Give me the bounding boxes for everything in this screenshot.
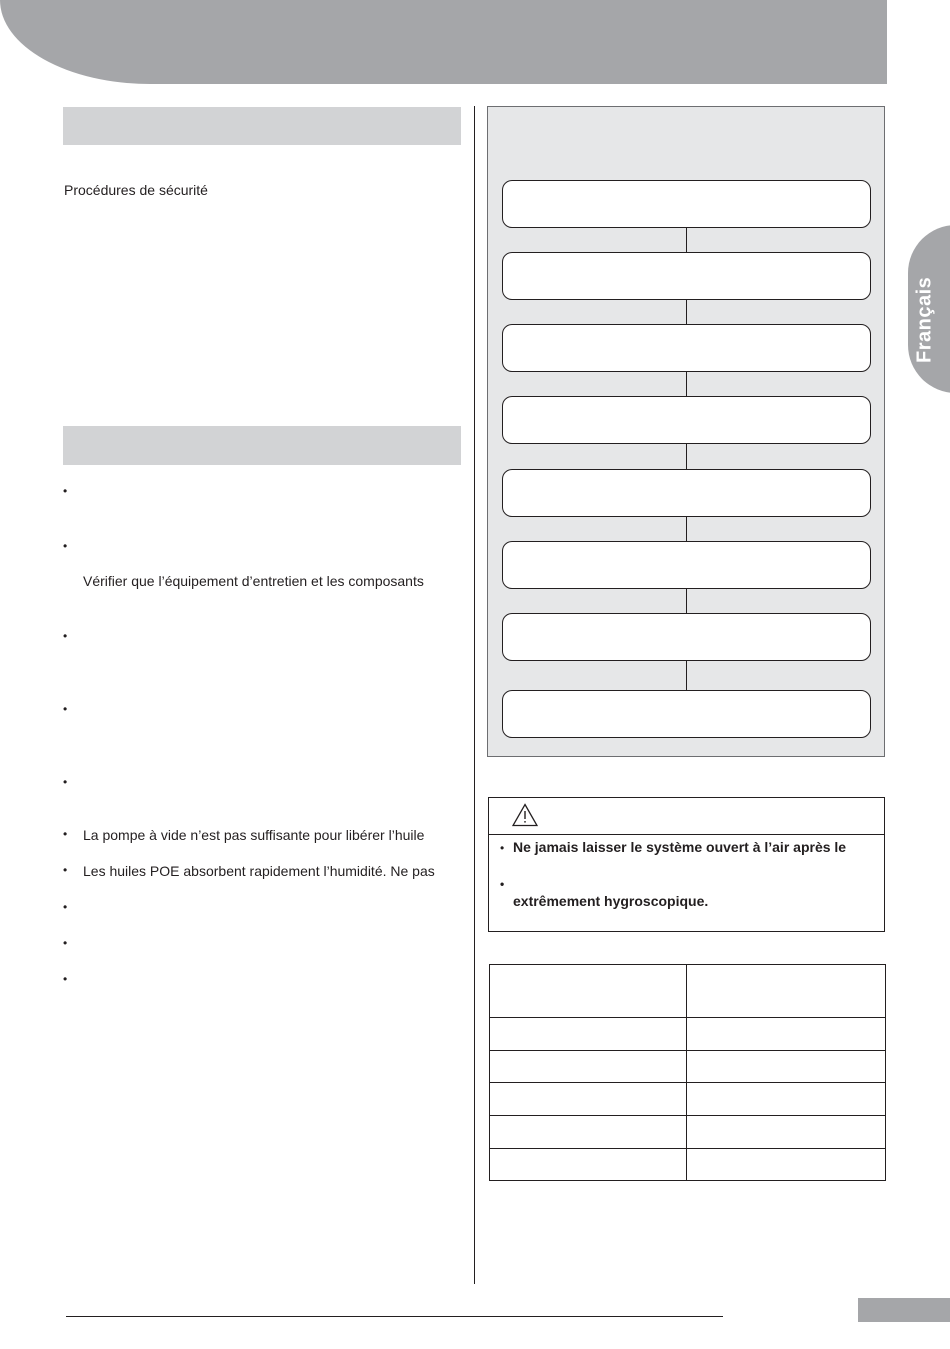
list-item: La pompe à vide n’est pas suffisante pour libérer l’huile — [83, 827, 425, 843]
list-item: Les huiles POE absorbent rapidement l’humidité. Ne pas — [83, 863, 435, 879]
header-band — [0, 0, 887, 84]
bullet-dot: • — [63, 900, 68, 914]
flowchart-step-7 — [502, 613, 871, 661]
flowchart-connector — [686, 228, 687, 252]
flowchart-step-1 — [502, 180, 871, 228]
warning-box — [488, 797, 885, 932]
flowchart-connector — [686, 517, 687, 541]
bullet-dot: • — [500, 877, 505, 891]
column-divider — [474, 106, 475, 1284]
warning-line-1: Ne jamais laisser le système ouvert à l’air après le — [513, 839, 847, 855]
warning-separator — [488, 834, 885, 835]
bullet-dot: • — [63, 827, 68, 841]
flowchart-step-4 — [502, 396, 871, 444]
flowchart-connector — [686, 444, 687, 469]
bullet-dot: • — [63, 775, 68, 789]
flowchart-connector — [686, 589, 687, 613]
page-number-tab — [858, 1298, 950, 1322]
section-heading-bar-1 — [63, 107, 461, 145]
bullet-dot: • — [63, 702, 68, 716]
flowchart-step-3 — [502, 324, 871, 372]
table-row-divider — [489, 1148, 886, 1149]
table-row-divider — [489, 1082, 886, 1083]
warning-triangle-icon — [512, 803, 538, 827]
footer-rule — [66, 1316, 723, 1317]
language-tab-label: Français — [913, 276, 936, 364]
flowchart-step-8 — [502, 690, 871, 738]
flowchart-connector — [686, 661, 687, 690]
bullet-dot: • — [63, 863, 68, 877]
table-row-divider — [489, 1050, 886, 1051]
flowchart-step-6 — [502, 541, 871, 589]
bullet-dot: • — [63, 484, 68, 498]
flowchart-connector — [686, 300, 687, 324]
table-row-divider — [489, 1017, 886, 1018]
flowchart-step-2 — [502, 252, 871, 300]
bullet-dot: • — [63, 539, 68, 553]
section-heading-bar-2 — [63, 426, 461, 465]
table-column-divider — [686, 964, 687, 1181]
section1-text: Procédures de sécurité — [64, 182, 208, 198]
bullet-dot: • — [500, 841, 505, 855]
bullet-dot: • — [63, 629, 68, 643]
flowchart-connector — [686, 372, 687, 396]
indented-text: Vérifier que l’équipement d’entretien et les composants — [83, 573, 424, 589]
table-row-divider — [489, 1115, 886, 1116]
flowchart-step-5 — [502, 469, 871, 517]
warning-line-2: extrêmement hygroscopique. — [513, 893, 709, 909]
bullet-dot: • — [63, 936, 68, 950]
bullet-dot: • — [63, 972, 68, 986]
